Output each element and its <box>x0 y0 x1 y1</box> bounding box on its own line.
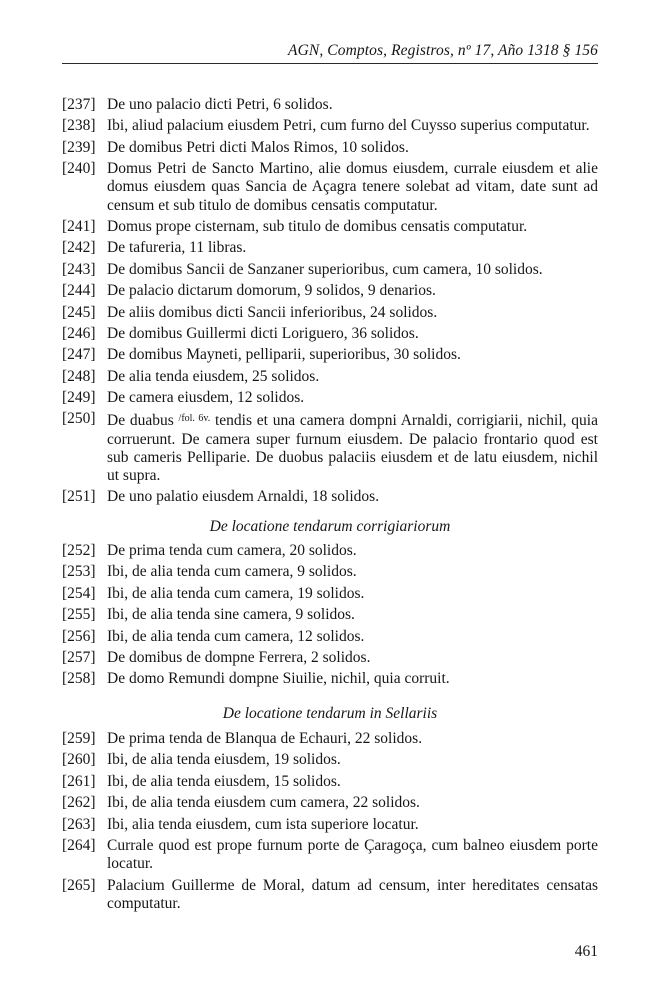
entry-text: De tafureria, 11 libras. <box>107 239 247 257</box>
entry-number: [254] <box>62 584 96 602</box>
entry-text: Ibi, de alia tenda eiusdem cum camera, 22 solidos. <box>107 794 420 812</box>
entry-number: [259] <box>62 730 96 747</box>
running-head: AGN, Comptos, Registros, nº 17, Año 1318 § 156 <box>288 42 598 59</box>
entry <box>62 488 598 506</box>
entry-number: [251] <box>62 488 96 506</box>
entry-text: De prima tenda de Blanqua de Echauri, 22 solidos. <box>107 730 423 747</box>
entry-number: [245] <box>62 303 96 321</box>
entry-number: [244] <box>62 282 96 300</box>
entry-number: [252] <box>62 542 96 559</box>
entry-text: Domus Petri de Sancto Martino, alie domus eiusdem, currale eiusdem et alie domus eiusdem quas Sancia de Açagra tenere solebat ad vitam, date sunt ad censum et sub titulo de domibus censatis computatur. <box>107 160 598 214</box>
entry <box>62 563 598 581</box>
entry <box>62 410 598 485</box>
section-heading: De locatione tendarum corrigiariorum <box>209 518 451 535</box>
entry <box>62 325 598 343</box>
entry <box>62 117 598 135</box>
entry <box>62 730 598 748</box>
entry <box>62 368 598 386</box>
entry-text: De domibus Petri dicti Malos Rimos, 10 solidos. <box>107 138 409 156</box>
entry <box>62 282 598 300</box>
entry <box>62 261 598 279</box>
entry <box>62 346 598 364</box>
entry-number: [239] <box>62 138 96 156</box>
entry-text: De aliis domibus dicti Sancii inferioribus, 24 solidos. <box>107 303 438 321</box>
entry <box>62 239 598 257</box>
entry-number: [256] <box>62 627 96 645</box>
entry <box>62 670 598 688</box>
entry-text: Currale quod est prope furnum porte de Çaragoça, cum balneo eiusdem porte locatur. <box>107 836 598 873</box>
entry-number: [262] <box>62 794 96 812</box>
entry <box>62 877 598 913</box>
entry-number: [253] <box>62 563 96 581</box>
entry <box>62 218 598 236</box>
entry-number: [237] <box>62 96 96 113</box>
entry <box>62 773 598 791</box>
entry <box>62 160 598 215</box>
entry <box>62 628 598 646</box>
entry <box>62 837 598 873</box>
page-number: 461 <box>574 943 598 960</box>
entries-block <box>62 542 598 692</box>
entry-text: De alia tenda eiusdem, 25 solidos. <box>107 367 320 385</box>
entry-text: Ibi, alia tenda eiusdem, cum ista superiore locatur. <box>107 815 419 833</box>
entry-number: [263] <box>62 815 96 833</box>
entry-text: Ibi, de alia tenda eiusdem, 15 solidos. <box>107 772 341 790</box>
entry-number: [241] <box>62 217 96 235</box>
entry-text-part: tendis et una camera dompni Arnaldi, corrigiarii, nichil, quia corruerunt. De camera super furnum eiusdem. De palacio frontario quod est sub cameris Pelliparie. De duobus palaciis eiusdem et de latu eiusdem, nichil ut supra. <box>107 412 598 485</box>
section-heading: De locatione tendarum in Sellariis <box>222 705 438 722</box>
entry-number: [258] <box>62 670 96 688</box>
entry-number: [255] <box>62 606 96 624</box>
entry-text: De domo Remundi dompne Siuilie, nichil, quia corruit. <box>107 670 450 688</box>
entry-text: De camera eiusdem, 12 solidos. <box>107 389 305 407</box>
entry-number: [247] <box>62 346 96 364</box>
entry <box>62 585 598 603</box>
entry-text: Ibi, de alia tenda sine camera, 9 solidos. <box>107 606 355 624</box>
entry-text: De uno palacio dicti Petri, 6 solidos. <box>107 96 333 113</box>
entry <box>62 542 598 560</box>
entry-number: [260] <box>62 751 96 769</box>
folio-marker: /fol. 6v. <box>178 413 211 425</box>
entry-text: De palacio dictarum domorum, 9 solidos, 9 denarios. <box>107 282 436 300</box>
entry-number: [264] <box>62 836 96 854</box>
entry <box>62 751 598 769</box>
entry-number: [238] <box>62 117 96 135</box>
entry-text: Ibi, de alia tenda cum camera, 19 solidos. <box>107 584 365 602</box>
entry-text: De uno palatio eiusdem Arnaldi, 18 solidos. <box>107 488 380 506</box>
entry-text: Ibi, de alia tenda eiusdem, 19 solidos. <box>107 751 341 769</box>
entry-number: [257] <box>62 648 96 666</box>
entry-text: De domibus Guillermi dicti Loriguero, 36 solidos. <box>107 324 419 342</box>
entry <box>62 139 598 157</box>
header-rule <box>62 63 598 64</box>
entries-block <box>62 730 598 916</box>
entry <box>62 606 598 624</box>
entry <box>62 389 598 407</box>
entry-number: [243] <box>62 260 96 278</box>
entries-block <box>62 96 598 510</box>
entry-text: De prima tenda cum camera, 20 solidos. <box>107 542 357 559</box>
entry-text: De domibus de dompne Ferrera, 2 solidos. <box>107 648 371 666</box>
entry-number: [248] <box>62 367 96 385</box>
entry-text: Ibi, aliud palacium eiusdem Petri, cum furno del Cuysso superius computatur. <box>107 117 590 135</box>
entry-number: [246] <box>62 324 96 342</box>
entry <box>62 816 598 834</box>
entry-number: [249] <box>62 389 96 407</box>
entry-text <box>107 410 598 485</box>
entry <box>62 304 598 322</box>
entry-number: [242] <box>62 239 96 257</box>
entry-number: [261] <box>62 772 96 790</box>
entry-text: Palacium Guillerme de Moral, datum ad censum, inter hereditates censatas computatur. <box>107 876 598 912</box>
entry-text: Ibi, de alia tenda cum camera, 9 solidos. <box>107 563 357 581</box>
entry-number: [240] <box>62 160 96 178</box>
entry-text-part: De duabus <box>107 412 179 430</box>
entry-number: [265] <box>62 876 96 894</box>
entry <box>62 649 598 667</box>
entry <box>62 96 598 114</box>
entry-number: [250] <box>62 410 96 428</box>
entry-text: Domus prope cisternam, sub titulo de domibus censatis computatur. <box>107 217 528 235</box>
entry-text: Ibi, de alia tenda cum camera, 12 solidos. <box>107 627 365 645</box>
entry <box>62 794 598 812</box>
entry-text: De domibus Sancii de Sanzaner superioribus, cum camera, 10 solidos. <box>107 260 543 278</box>
entry-text: De domibus Mayneti, pelliparii, superioribus, 30 solidos. <box>107 346 461 364</box>
